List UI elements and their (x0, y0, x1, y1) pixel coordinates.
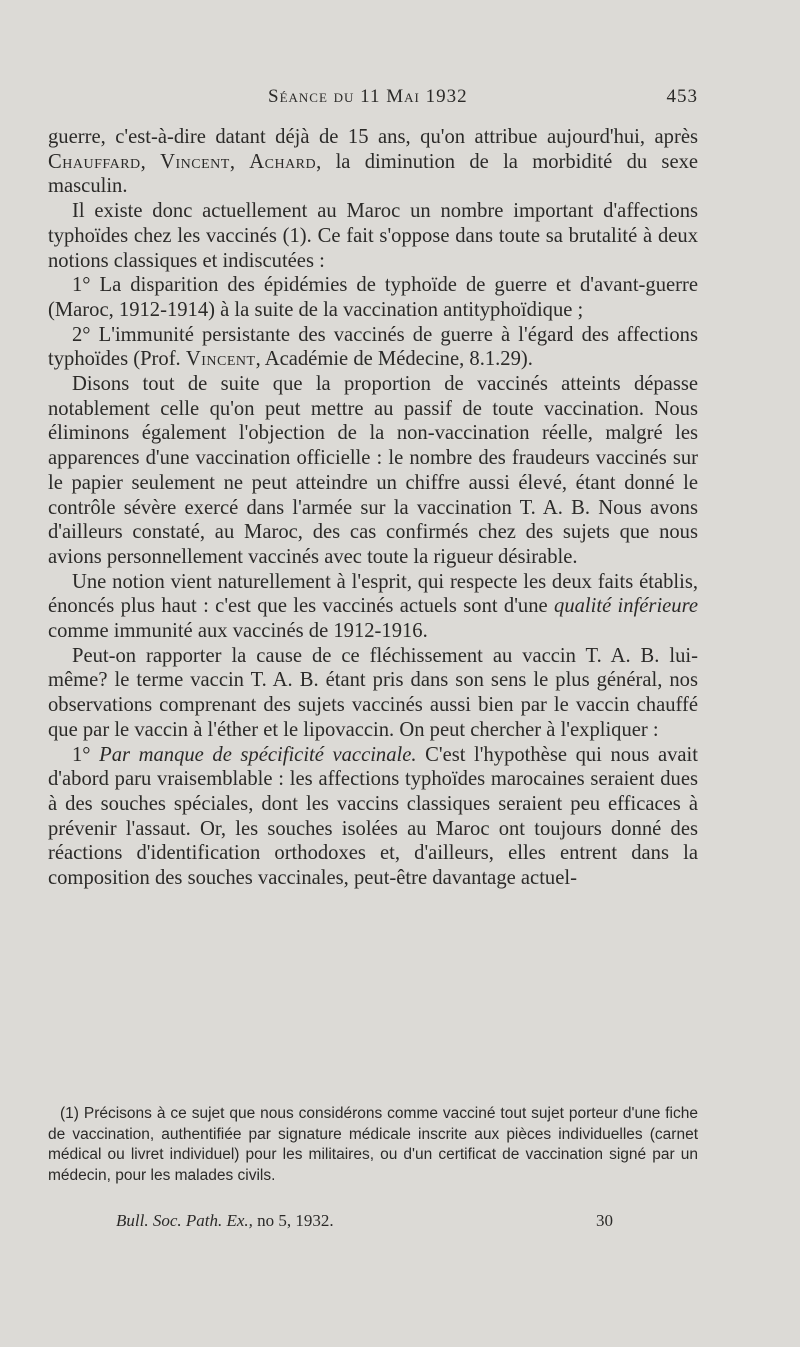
paragraph: Peut-on rapporter la cause de ce fléchissement au vaccin T. A. B. lui-même? le terme vaccin T. A. B. étant pris dans son sens le plus général, nos observations comprenant des sujets vaccinés aussi bien par le vaccin chauffé que par le vaccin à l'éther et le lipovaccin. On peut chercher à l'expliquer : (48, 644, 698, 741)
paragraph: Il existe donc actuellement au Maroc un nombre important d'affections typhoïdes chez les vaccinés (1). Ce fait s'oppose dans toute sa brutalité à deux notions classiques et indiscutées : (48, 200, 698, 272)
list-number: 1° (72, 743, 100, 766)
text-run: 2° L'immunité persistante des vaccinés de guerre à l'égard des affections typhoïdes (Prof. (48, 323, 698, 371)
header-title: Séance du 11 Mai 1932 (268, 86, 468, 107)
text-run: comme immunité aux vaccinés de 1912-1916. (48, 620, 428, 643)
page-number: 453 (666, 86, 698, 107)
body-text (48, 125, 698, 891)
running-header (48, 86, 698, 116)
author-name: Achard (249, 150, 317, 173)
author-name: Vincent (160, 150, 230, 173)
footnotes (48, 1104, 698, 1186)
footnote: (1) Précisons à ce sujet que nous considérons comme vacciné tout sujet porteur d'une fiche de vaccination, authentifiée par signature médicale inscrite aux pièces individuelles (carnet médical ou livret individuel) pour les militaires, ou d'un certificat de vaccination signé par un médecin, pour les malades civils. (48, 1105, 698, 1184)
text-run: guerre, c'est-à-dire datant déjà de 15 ans, qu'on attribue aujourd'hui, après (48, 126, 698, 148)
page-footer (48, 1211, 698, 1235)
signature-mark: 30 (596, 1211, 613, 1230)
author-name: Vincent (185, 348, 256, 371)
text-run: , Académie de Médecine, 8.1.29). (255, 348, 533, 371)
text-run: C'est l'hypothèse qui nous avait d'abord paru vraisemblable : les affections typhoïdes marocaines seraient dues à des souches spéciales, dont les vaccins classiques seraient peu efficaces à prévenir l'assaut. Or, les souches isolées au Maroc ont toujours donné des réactions d'identification orthodoxes et, d'ailleurs, elles entrent dans la composition des souches vaccinales, peut-être davantage actuel- (48, 743, 698, 890)
journal-name: Bull. Soc. Path. Ex., (116, 1211, 253, 1230)
text-run: , (140, 150, 161, 173)
emphasis: Par manque de spécificité vaccinale. (99, 743, 417, 766)
paragraph (48, 743, 698, 891)
journal-issue: no 5, 1932. (252, 1211, 334, 1230)
paragraph: Disons tout de suite que la proportion de vaccinés atteints dépasse notablement celle qu'on peut mettre au passif de toute vaccination. Nous éliminons également l'objection de la non-vaccination réelle, malgré les apparences d'une vaccination officielle : le nombre des fraudeurs vaccinés sur le papier seulement ne peut atteindre un chiffre aussi élevé, étant donné le contrôle sévère exercé dans l'armée sur la vaccination T. A. B. Nous avons d'ailleurs constaté, au Maroc, des cas confirmés chez des sujets que nous avions personnellement vaccinés avec toute la rigueur désirable. (48, 373, 698, 568)
paragraph: 1° La disparition des épidémies de typhoïde de guerre et d'avant-guerre (Maroc, 1912-1914) à la suite de la vaccination antityphoïdique ; (48, 274, 698, 321)
text-run: Une notion vient naturellement à l'esprit, qui respecte les deux faits établis, énoncés plus haut : c'est que les vaccinés actuels sont d'une (48, 570, 698, 618)
paragraph (48, 570, 698, 644)
paragraph (48, 125, 698, 199)
text-run: , (229, 150, 250, 173)
paragraph (48, 323, 698, 372)
emphasis: qualité inférieure (554, 595, 698, 618)
text-run: , la diminution de la morbidité du sexe masculin. (48, 150, 699, 198)
author-name: Chauffard (48, 150, 141, 173)
journal-citation (116, 1211, 334, 1231)
